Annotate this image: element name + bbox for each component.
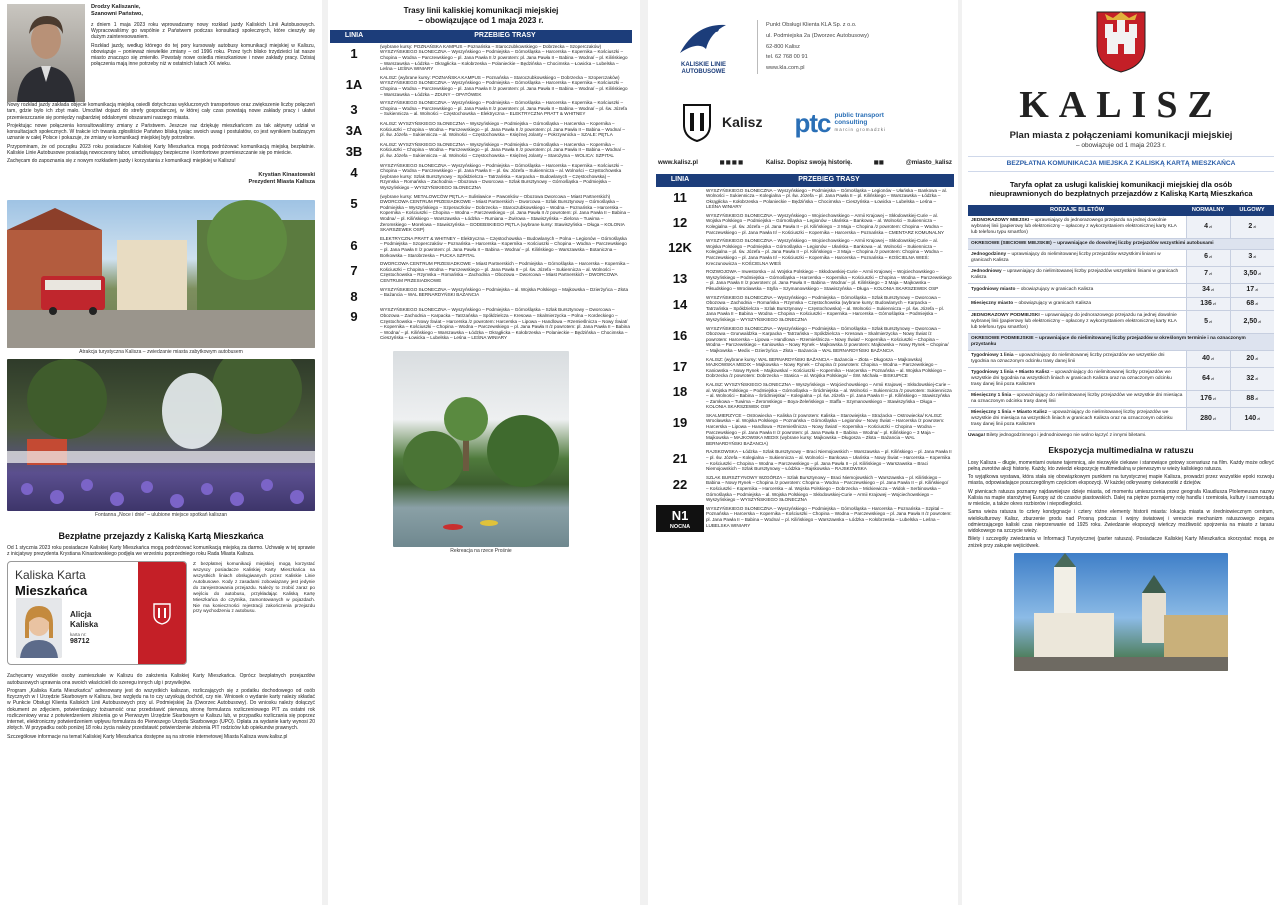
map-title: Plan miasta z połączeniami komunikacji miejskiej [1009, 129, 1233, 141]
ticket-description [968, 297, 1186, 311]
col-header-route: PRZEBIEG TRASY [704, 174, 954, 187]
kla-bird-icon [676, 19, 732, 59]
ticket-name: JEDNORAZOWY MIEJSKI [971, 217, 1030, 223]
line-number: 11 [673, 189, 687, 205]
route-description: WYSZYŃSKIEGO SŁONECZNA – Wyszyńskiego – Podmiejska – Górnośląska – Szlak Bursztynowy – Dworcowa – Obozowa – Zachodnia – Karpacka – Tatrzańska – Spółdzielcza – Kresowa – Skalmierzycka – Polna – Kordeckiego – Częstochowska – Nowy Świat – Harcerska /z powrotem: Harcerska – Lipowa – Handlowa – Rzemieślnicza – Nowy Świat/ – Kopernika – Kościuszki – Chopina – Wodna – Parczewskiego – pl. Jana Pawła II /z powrotem: pl. Jana Pawła II – Babina – Wodna/ – pl. Kilińskiego – Warszawska – Łódzka – Okrągłicka – Kołobrzeska – Polanieckie – Będzińska – Chocimska – Cieszyńska – Łowicka – Lubelska – Leśna – LEŚNA WINIARY [380, 307, 630, 341]
route-row [656, 325, 954, 356]
currency-unit: zł [1210, 286, 1214, 292]
line-number: 18 [672, 383, 688, 399]
price-reduced [1230, 391, 1274, 408]
web-bar [656, 156, 954, 170]
route-description: WYSZYŃSKIEGO SŁONECZNA – Wyszyńskiego – Wojciechowskiego – Armii Krajowej – Skłodowskiej-Curie – al. Wojska Polskiego – Podmiejska – Górnośląska – Legionów – Ułańska – Bankowa – al. Wolności – Sukiennicza – Kolegialna – pl. św. Józefa – pl. Jana Pawła II – pl. Kilińskiego – 3 Maja – Chopina /z powrotem: Chopina – Wodna – Parczewskiego – pl. Jana Pawła II/ – Kościuszki – Kopernika – Harcerska – Poznańska – CMENTARZ KOMUNALNY [706, 212, 945, 235]
address-line: 62-800 Kalisz [766, 43, 800, 50]
letter-paragraph: Nowy rozkład jazdy zakłada objęcie komunikacją miejską osiedli dotychczas wykluczonych transportowo oraz zwiększenie liczby połączeń tam, gdzie było ich zbyt mało. Umożliwi dojazd do strefy gospodarczej, w której cały czas powstają nowe zakłady pracy i ułatwi przemieszczanie się pomiędzy najbardziej oddalonymi obszarami naszego miasta. [7, 102, 315, 121]
line-number: 12K [668, 240, 692, 256]
routes-title: Trasy linii kaliskiej komunikacji miejskiej [403, 6, 559, 15]
line-number: 5 [350, 195, 358, 211]
price-value: 34 [1202, 285, 1210, 293]
photo-caption: Atrakcja turystyczna Kalisza – zwiedzanie miasta zabytkowym autobusem [79, 349, 243, 356]
route-line-number [656, 212, 704, 237]
exhibition-paragraph: W piwnicach ratusza poznamy najdawniejsze dzieje miasta, od momentu umieszczenia przez geografa Klaudiusza Ptolemeusza nazwy Kalisia na mapie starożytnej Europy aż do czasów piastowskich. Dalej na piętrze poznajemy rolę handlu i rzemiosła, kultury i samorządu w mieście, a także okres rozbiorów i niepodległości. [968, 488, 1274, 508]
city-name: KALISZ [1019, 84, 1223, 127]
route-line-number [330, 74, 378, 99]
mayor-portrait [7, 4, 85, 102]
ticket-name: Miesięczny miasto [971, 300, 1014, 306]
route-description: WYSZYŃSKIEGO SŁONECZNA – Wyszyńskiego – Podmiejska – Górnośląska – Szlak Bursztynowy – Dworcowa – Obozowa – Grunwaldzka – Karpacka – Tatrzańska – Spółdzielcza – Kresowa – Skalmierzycka – Nowy Świat /z powrotem: Harcerska – Lipowa – Handlowa – Rzemieślnicza – Nowy Świat/ – Kopernika – Kościuszki – Chopina – Wodna – Parczewskiego – Kaniowska – Nowy Rynek – Majkowska /z powrotem: Majkowska – Nowy Rynek – Chopina/ – Majkowska – Medix – Dzierżyńca – Złota – Bażancia – WAL BERNARDYŃSKI BAŻANCIA [706, 325, 949, 353]
note-text: Bilety jednogodzinnego i jednodniowego nie wolno łączyć z innymi biletami. [985, 433, 1147, 439]
route-row [656, 505, 954, 533]
letter-header [7, 4, 315, 102]
card-holder-last: Kaliska [70, 620, 99, 630]
address-line: ul. Podmiejska 2a (Dworzec Autobusowy) [766, 33, 869, 40]
ticket-desc: – uprawniający do nielimitowanej liczby przejazdów wszystkimi liniami w granicach Kalisza [971, 268, 1179, 280]
line-number: 21 [672, 451, 688, 467]
price-reduced [1230, 297, 1274, 311]
social-icons: ◼◼ [873, 159, 885, 166]
col-header-route: PRZEBIEG TRASY [378, 30, 632, 43]
ticket-desc: – uprawniający do nielimitowanej liczby przejazdów wszystkimi liniami w granicach Kalisza [971, 251, 1161, 263]
greeting-1: Drodzy Kaliszanie, [91, 4, 141, 10]
line-number: 9 [350, 309, 358, 325]
tariff-row [968, 297, 1274, 311]
price-value: 6 [1204, 253, 1208, 261]
price-value: 3,50 [1243, 270, 1258, 278]
price-value: 140 [1244, 414, 1257, 422]
letter-paragraph: Rozkład jazdy, według którego do tej pory kursowały autobusy komunikacji miejskiej w Kaliszu, obowiązuje – ponieważ niewielkie zmiany – od 1996 roku. Przez tych blisko trzydzieści lat nasze miasto znacząco się zmieniło. Powstały nowe osiedla mieszkaniowe i nowe zakłady pracy. Dzisiaj połączenia mają inne potrzeby niż w ostatnich latach XX wieku. [91, 42, 315, 68]
price-value: 280 [1200, 414, 1212, 422]
price-value: 176 [1200, 394, 1212, 402]
currency-unit: zł [1255, 355, 1259, 361]
route-line-number [656, 356, 704, 381]
line-number: 6 [350, 237, 358, 253]
exhibition-paragraph: Sama wieża ratusza to cztery kondygnacje i cztery różne elementy historii miasta: lokacja miasta w średniowiecznym centrum, wielokulturowy Kalisz, zburzenie grodu nad Prosną podczas I wojny światowej i wreszcie mechanizm ratuszowego zegara odmierzającego kaliski czas nieprzerwanie od 1925 roku. Zwiedzanie ekspozycji wieńczy możliwość spojrzenia na miasto z tarasu widokowego na szczycie wieży. [968, 509, 1274, 535]
route-line-number [656, 412, 704, 449]
photo-town-hall [1014, 553, 1228, 671]
route-line-number [656, 381, 704, 412]
currency-unit: zł [1209, 271, 1212, 277]
route-row [656, 212, 954, 237]
price-reduced [1230, 311, 1274, 334]
ticket-name: Tygodniowy 1 linia + Miasto Kalisz [971, 370, 1050, 376]
price-value: 88 [1246, 394, 1255, 402]
card-number: 98712 [70, 638, 90, 646]
line-number: 7 [350, 263, 358, 279]
letter-paragraph: Zachęcam do zapoznania się z nowym rozkładem jazdy i korzystania z komunikacji miejskiej w Kaliszu! [7, 158, 236, 164]
ticket-description [968, 351, 1186, 368]
tariff-row [968, 351, 1274, 368]
tariff-table [968, 205, 1274, 431]
ticket-name: Tygodniowy 1 linia [971, 353, 1014, 359]
letter-paragraph: z dniem 1 maja 2023 roku wprowadzamy nowy rozkład jazdy Kaliskich Linii Autobusowych. Wypracowaliśmy go wspólnie z Państwem podczas konsultacji społecznych, które cieszyły się dużym zainteresowaniem. [91, 21, 315, 41]
logo-row-2 [656, 90, 954, 156]
price-reduced [1230, 368, 1274, 391]
currency-unit: zł [1255, 395, 1259, 401]
photo-caption: Rekreacja na rzece Prośnie [450, 547, 512, 554]
exhibition-paragraph: Bilety i szczegóły zwiedzania w Informacji Turystycznej (parter ratusza). Posiadacze Kaliskiej Karty Mieszkańca skorzystać mogą ze zniżek przy zakupie wejściówek. [968, 536, 1274, 549]
route-line-number [330, 286, 378, 307]
route-description: KALISZ: (wybrane kursy: WAL BERNARDYŃSKI BAŻANCIA – Bażancia – Złota – Długosza – Majkowska) MAJKOWSKA MEDIX – Majkowska – Nowy Rynek – Chopina /z powrotem: Chopina – Wodna – Parczewskiego – Kaniowska – Nowy Rynek – Majkowska/ – Kościuszki – Kopernika – Harcerska – Poznańska – al. Wojska Polskiego – Dobrzecka /z powrotem: Dobrzecka – Stasica – al. Wojska Polskiego/ – ŚW. Michała – BISKUPICE [706, 356, 946, 379]
route-row [330, 193, 632, 235]
route-row [656, 448, 954, 473]
column-letter [0, 0, 322, 905]
free-transport-banner: BEZPŁATNA KOMUNIKACJA MIEJSKA Z KALISKĄ KARTĄ MIESZKAŃCA [968, 156, 1274, 172]
route-description: WYSZYŃSKIEGO SŁONECZNA – Wyszyńskiego – Wojciechowskiego – Armii Krajowej – Skłodowskiej-Curie – al. Wojska Polskiego – Podmiejska – Górnośląska – Legionów – Ułańska – Bankowa – al. Wolności – Sukiennicza – Kolegialna – pl. św. Józefa – pl. Jana Pawła II – pl. Kilińskiego – 3 Maja – Chopina /z powrotem: Chopina – Wodna – Parczewskiego – pl. Jana Pawła II/ – Kościuszki – Kopernika – Harcerska – Poznańska – KOŚCIELNA WIEŚ: Kreczunowicza – KOŚCIELNA WIEŚ [706, 238, 943, 266]
kalisz-logo-text: Kalisz [722, 114, 763, 131]
route-row [656, 474, 954, 505]
line-number: 22 [672, 476, 688, 492]
line-number: 13 [672, 271, 688, 287]
note-label: Uwaga! [968, 433, 986, 439]
route-line-number [656, 505, 704, 533]
price-value: 4 [1204, 222, 1208, 230]
ticket-description [968, 283, 1186, 297]
line-number: 3A [345, 122, 363, 138]
price-normal [1186, 249, 1230, 266]
route-description: ELEKTRYCZNA PRATT & WHITNEY – Elektryczna – Częstochowska – Budowlanych – Polna – Legionów – Górnośląska – Podmiejska – Szoperczaków – Poznańska – Harcerska – Kopernika – Kościuszki – Chopina – Wodna – Parczewskiego – pl. Jana Pawła II /z powrotem: pl. Jana Pawła II – Babina – Wodna/ – pl. Kilińskiego – Warszawska – Botaniczna – Borkowska – Starobrzeska – PUCKA SZPITAL [380, 235, 627, 258]
currency-unit: zł [1255, 300, 1259, 306]
ticket-name: JEDNORAZOWY PODMIEJSKI [971, 313, 1040, 319]
tariff-row [968, 216, 1274, 238]
ticket-name: Jednodniowy [971, 268, 1002, 274]
line-number: 14 [672, 296, 688, 312]
photo-fountain [7, 359, 315, 511]
customer-service-address [757, 20, 869, 73]
tariff-row [968, 391, 1274, 408]
city-crest [968, 8, 1274, 76]
line-number: 3B [345, 143, 363, 159]
route-description: WYSZYŃSKIEGO SŁONECZNA – Wyszyńskiego – Podmiejska – Górnośląska – Legionów – Ułańska – Bankowa – al. Wolności – Sukiennicza – Kolegialna – pl. św. Józefa – pl. Jana Pawła II – pl. Kilińskiego – Warszawska – Łódzka – Okrągłicka – Kołobrzeska – Polanieckie – Będzińska – Chocimska – Cieszyńska – Łowicka – Lubelska – Leśna – LEŚNA WINIARY [706, 187, 947, 210]
routes-table-2 [656, 174, 954, 533]
price-normal [1186, 266, 1230, 283]
route-row [330, 120, 632, 141]
map-valid: – obowiązuje od 1 maja 2023 r. [1076, 141, 1166, 149]
ticket-desc: – obowiązujący w granicach Kalisza [1013, 300, 1091, 306]
website-link[interactable]: www.kla.com.pl [766, 64, 805, 71]
route-description: KALISZ: WYSZYŃSKIEGO SŁONECZNA – Wyszyńskiego – Podmiejska – Górnośląska – Harcerska – Kopernika – Kościuszki – Chopina – Wodna – Parczewskiego – pl. Jana Pawła II /z powrotem: pl. Jana Pawła II – Babina – Wodna/ – pl. św. Józefa – Sukiennicza – al. Wolności – Częstochowska – Księżnej Jolanty – Pokrzywnicka – SZALE: PĘTLA [380, 120, 625, 138]
slogan: Kalisz. Dopisz swoją historię. [765, 159, 853, 166]
ticket-desc: – upoważniający do nielimitowanej liczby przejazdów we wszystkie dni tygodnia na oznaczonym odcinku trasy danej linii [971, 353, 1165, 365]
route-description: SZLAK BURSZTYNOWY WZGÓRZA – Szlak Bursztynowy – Braci Niemojowskich – Warszawska – pl. Kilińskiego – Babina – Nowy Rynek – Chopina /z powrotem: Chopina – Wodna – Parczewskiego – pl. Jana Pawła II – pl. Kilińskiego/ – Kościuszki – Kopernika – Harcerska – al. Wojska Polskiego – Dobrzecka – Mickiewicza – Widok – Serbinowska – Górnośląska – Podmiejska – al. Wojska Polskiego – Skłodowskiej-Curie – Armii Krajowej – Wojciechowskiego – Wyszyńskiego – WYSZYŃSKIEGO SŁONECZNA [706, 474, 949, 503]
price-normal [1186, 297, 1230, 311]
route-description: (wybrane kursy: METALOWCÓW PĘTLA – Sulisławice – Pawonków – Obozowa Dworcowa – Miast Partnerskich) DWORCOWA CENTRUM PRZESIADKOWE – Miast Partnerskich – Dworcowa – Szlak Bursztynowy – Górnośląska – Podmiejska – Wyszyńskiego – Szperaczków – Dobrzecka – Staroczubkowskiego – Wodna – Poznańska – Harcerska – Kopernika – Kościuszki – Chopina – Wodna – Parczewskiego – pl. Jana Pawła II /z powrotem: pl. Jana Pawła II – Babina – Wodna/ – pl. Kilińskiego – Warszawska – Łódzka – Rumiana – Żwirowa – Stawiszyńska – Zielona – Tuwima – Żeromskiego – Morelowa – Stawiszyńska – GODEBSKIEGO PĘTLA (wybrane kursy: Stawiszyńska – Długa – KOLONIA SKARSZEWEK OSP) [380, 193, 630, 233]
night-label: NOCNA [669, 523, 691, 530]
route-description: WYSZYŃSKIEGO SŁONECZNA – Wyszyńskiego – Podmiejska – Górnośląska – Harcerska – Kopernika – Kościuszki – Chopina – Wodna – Parczewskiego – pl. Jana Pawła II /z powrotem: pl. Jana Pawła II – Babina – Wodna/ – pl. św. Józefa – Sukiennicza – al. Wolności – Częstochowska – Elektryczna – ELEKTRYCZNA PRATT & WHITNEY [380, 100, 628, 117]
ticket-description [968, 311, 1186, 334]
price-reduced [1230, 408, 1274, 431]
column-routes-1 [326, 0, 636, 905]
line-number: 16 [672, 327, 688, 343]
price-value: 136 [1200, 299, 1212, 307]
route-description: KALISZ: (wybrane kursy: POZNAŃSKA KAMPUS – Poznańska – Staroczubkowskiego – Dobrzecka – Szoperczaków) WYSZYŃSKIEGO SŁONECZNA – Wyszyńskiego – Podmiejska – Górnośląska – Harcerska – Kopernika – Kościuszki – Chopina – Wodna – Parczewskiego – pl. Jana Pawła II /z powrotem: pl. Jana Pawła II – Babina – Wodna/ – pl. Kilińskiego – Warszawska – Łódzka – ZDUNY – OPATÓWEK [380, 74, 628, 97]
route-row [656, 268, 954, 293]
price-normal [1186, 408, 1230, 431]
line-number: 1 [350, 45, 358, 61]
price-value: 17 [1246, 285, 1255, 293]
price-value: 68 [1246, 299, 1255, 307]
card-number-label: karta nr: [70, 632, 87, 638]
card-section [7, 561, 315, 671]
ptc-name: marcin gromadzki [834, 127, 886, 132]
card-more-info: Szczegółowe informacje na temat Kaliskiej Karty Mieszkańca dostępne są na stronie internetowej Miasta Kalisza www.kalisz.pl [7, 733, 288, 740]
card-title-2: Mieszkańca [15, 583, 88, 599]
th-normal: NORMALNY [1186, 205, 1230, 216]
currency-unit: zł [1255, 375, 1259, 381]
route-row [656, 356, 954, 381]
currency-unit: zł [1210, 355, 1214, 361]
line-number: 8 [350, 288, 358, 304]
currency-unit: zł [1257, 415, 1261, 421]
currency-unit: zł [1212, 300, 1216, 306]
th-ticket-type: RODZAJE BILETÓW [968, 205, 1186, 216]
line-number: 12 [672, 214, 688, 230]
logo-row-1 [656, 4, 954, 90]
tariff-row [968, 266, 1274, 283]
line-number: N1 [671, 507, 689, 523]
currency-unit: zł [1212, 395, 1216, 401]
tariff-section-label: OKRESOWE PODMIEJSKIE – uprawniające do nielimitowanej liczby przejazdów w określonym terminie i na oznaczonym przystanku [968, 334, 1274, 351]
price-reduced [1230, 249, 1274, 266]
kalisz-city-crest-icon [682, 103, 712, 143]
exhibition-paragraph: To wyjątkowa wystawa, która stała się obowiązkowym punktem na turystycznej mapie Kalisza, prowadzi przez wszystkie epoki rozwoju miasta, odpowiadające poszczególnym częściom ekspozycji. W każdej odkrywamy ciekawostki z dziejów. [968, 474, 1274, 487]
line-number: 17 [672, 358, 688, 374]
free-rides-title: Bezpłatne przejazdy z Kaliską Kartą Mieszkańca [58, 530, 264, 541]
kalisz-coat-of-arms-icon [1093, 8, 1149, 74]
card-description: Z bezpłatnej komunikacji miejskiej mogą korzystać wszyscy posiadacze Kaliskiej Karty Mieszkańca na wszystkich liniach obsługiwanych przez Kaliskie Linie Autobusowe. Kody z zasadami zobowiązany jest jedynie do zarejestrowania przejazdu. Należy to zrobić zaraz po wejściu do autobusu, przykładając Kaliską Kartę Mieszkańca do czytnika, zamontowanych w pojazdach. Nie ma konieczności rejestracji zakończenia przejazdu przy wychodzeniu z autobusu. [193, 561, 315, 614]
ticket-description [968, 391, 1186, 408]
price-normal [1186, 311, 1230, 334]
route-line-number [656, 325, 704, 356]
signature-name: Krystian Kinastowski [258, 172, 315, 179]
kla-logo [656, 19, 751, 76]
exhibition-title: Ekspozycja multimedialna w ratuszu [1048, 445, 1194, 456]
price-value: 32 [1246, 374, 1255, 382]
card-encourage: Zachęcamy wszystkie osoby zamieszkałe w Kaliszu do założenia Kaliskiej Karty Mieszkańca. Oprócz bezpłatnych przejazdów autobusowych uprawnia ona swoich właścicieli do szeregu innych ulg i przywilejów. [7, 673, 315, 686]
line-number: 19 [672, 414, 688, 430]
ticket-name: Jednogodzinny [971, 251, 1007, 257]
price-value: 20 [1246, 354, 1255, 362]
route-description: WYSZYŃSKIEGO SŁONECZNA – Wyszyńskiego – Podmiejska – Górnośląska – Harcerska – Kopernika – Kościuszki – Chopina – Wodna – Parczewskiego – pl. Jana Pawła II – pl. św. Józefa – Sukiennicza – al. Wolności – Częstochowska (wybrane kursy: Szlak Bursztynowy – Spółdzielcza – Tatrzańska – Karpacka – Budowlanych – Częstochowska) – Rzymska – Romańska – Zachodnia – Obozowa – Dworcowa – Szlak Bursztynowy – Górnośląska – Podmiejska – Wyszyńskiego – WYSZYŃSKIEGO SŁONECZNA [380, 162, 624, 191]
ticket-desc: – upoważniający do nielimitowanej liczby przejazdów we wszystkie dni miesiąca na oznaczonym odcinku trasy danej linii [971, 393, 1183, 405]
ticket-description [968, 216, 1186, 238]
price-value: 7 [1204, 270, 1208, 278]
kla-name: KALISKIE LINIE AUTOBUSOWE [680, 62, 726, 75]
col-header-line: LINIA [330, 30, 378, 43]
ticket-desc: – uprawniający do jednorazowego przejazdu na jednej dowolnie wybranej linii (papierowy lub elektroniczny – opłacony z wykorzystaniem elektronicznej karty KLA lub telefonu typu smartfon) [971, 313, 1177, 331]
social-icons: ◼◼◼◼ [719, 159, 745, 166]
col-header-line: LINIA [656, 174, 704, 187]
price-normal [1186, 351, 1230, 368]
exhibition-paragraph: Losy Kalisza – długie, momentami owiane tajemnicą, ale niezwykle ciekawe i stanowiące gotowy scenariusz na film. Każdy może odkryć pełną zwrotów akcji historię. Każdy, kto zwiedzi ekspozycję multimedialną w pierwszym w wieży kaliskiego ratusza. [968, 459, 1274, 472]
route-row [330, 306, 632, 343]
tariff-row [968, 408, 1274, 431]
route-row [330, 99, 632, 120]
route-line-number [656, 237, 704, 268]
social-handle: @miasto_kalisz [905, 159, 952, 166]
route-description: WYSZYŃSKIEGO SŁONECZNA – Wyszyńskiego – Podmiejska – Górnośląska – Harcerska – Poznańska – Szpital – Poznańska – Harcerska – Kopernika – Kościuszki – Chopina – Wodna – Parczewskiego – pl. Jana Pawła II /z powrotem: pl. Jana Pawła II – Babina – Wodna/ – pl. Kilińskiego – Warszawska – Łódzka – Kołobrzeska – Lubelska – Leśna – LUBELSKA WINIARY [706, 505, 952, 528]
price-normal [1186, 283, 1230, 297]
price-reduced [1230, 283, 1274, 297]
currency-unit: zł [1258, 271, 1261, 277]
price-reduced [1230, 266, 1274, 283]
route-description: KALISZ: WYSZYŃSKIEGO SŁONECZNA – Wyszyńskiego – Podmiejska – Górnośląska – Harcerska – Kopernika – Kościuszki – Chopina – Wodna – Parczewskiego – pl. Jana Pawła II /z powrotem: pl. Jana Pawła II – Babina – Wodna/ – pl. św. Józefa – Sukiennicza – al. Wolności – Częstochowska – Księżnej Jolanty – Starożytna – WOLICA: SZPITAL [380, 141, 625, 158]
line-number: 1A [345, 76, 363, 92]
ticket-name: Miesięczny 1 linia + Miasto Kalisz [971, 410, 1048, 416]
route-row [330, 162, 632, 193]
tariff-note [968, 433, 1274, 439]
ptc-logo [794, 107, 896, 140]
photo-river-recreation [393, 351, 569, 547]
route-line-number [330, 235, 378, 260]
card-title-1: Kaliska Karta [15, 568, 86, 583]
route-line-number [656, 268, 704, 293]
ticket-desc: – upoważniający do nielimitowanej liczby przejazdów we wszystkie dni miesiąca na wszystkich liniach w granicach Kalisza oraz na oznaczonym odcinku trasy danej linii poza Kaliszem [971, 410, 1173, 428]
photo-caption: Fontanna „Noce i dnie” – ulubione miejsce spotkań kaliszan [94, 512, 228, 519]
ptc-subtitle: public transport consulting [834, 112, 884, 127]
th-reduced: ULGOWY [1230, 205, 1274, 216]
routes-subtitle: – obowiązujące od 1 maja 2023 r. [418, 16, 544, 25]
route-row [330, 43, 632, 74]
currency-unit: zł [1212, 415, 1216, 421]
ticket-name: Miesięczny 1 linia [971, 393, 1012, 399]
card-holder-first: Alicja [70, 610, 92, 620]
tariff-section [968, 238, 1274, 249]
card-red-stripe [138, 562, 186, 665]
route-line-number [656, 187, 704, 212]
greeting-2: Szanowni Państwo, [91, 10, 143, 17]
price-value: 2,50 [1243, 317, 1258, 325]
line-number: 3 [350, 102, 358, 118]
price-reduced [1230, 216, 1274, 238]
route-description: WYSZYŃSKIEGO SŁONECZNA – Wyszyńskiego – Podmiejska – al. Wojska Polskiego – Majkowska – Dzierżyńca – Złota – Bażancia – WAL BERNARDYŃSKI BAŻANCIA [380, 286, 629, 298]
address-line: Punkt Obsługi Klienta KLA Sp. z o.o. [766, 22, 857, 29]
route-row [656, 381, 954, 412]
route-description: (wybrane kursy: POZNAŃSKA KAMPUS – Poznańska – Staroczubkowskiego – Dobrzecka – Szoperczaków) WYSZYŃSKIEGO SŁONECZNA – Wyszyńskiego – Podmiejska – Górnośląska – Harcerska – Kopernika – Kościuszki – Chopina – Wodna – Parczewskiego – pl. Jana Pawła II /z powrotem: pl. Jana Pawła II – Babina – Wodna/ – pl. Kilińskiego – Warszawska – Łódzka – Okrągłicka – Kołobrzeska – Polanieckie – Będzińska – Chocimska – Łowicka – Lubelska – Leśna – LEŚNA WINIARY [380, 43, 628, 72]
route-row [330, 286, 632, 307]
price-value: 40 [1202, 354, 1210, 362]
route-line-number [656, 294, 704, 325]
currency-unit: zł [1209, 254, 1212, 260]
route-description: SKALMIERZYCE – Ostrowiecka – Kaliska /z powrotem: Kaliska – Starowiejska – Strażacka – Ostrowiecka/ KALISZ: Wrocławska – al. Wojska Polskiego – Poznańska – Górnośląska – Legionów – Nowy Świat – Harcerska /z powrotem: Harcerska – Lipowa – Handlowa – Rzemieślnicza – Nowy Świat/ – Kopernika – Kościuszki – Chopina – Wodna – Parczewskiego – pl. Jana Pawła II /z powrotem: pl. Jana Pawła II – Babina – Wodna/ – pl. Kilińskiego – 3 Maja – Majkowska – MAJKOWSKA MEDIX (wybrane kursy: Majkowska – Długosza – Złota – Bażancia – WAL BERNARDYŃSKI BAŻANCIA) [706, 412, 945, 446]
route-line-number [330, 99, 378, 120]
tariff-row [968, 311, 1274, 334]
price-normal [1186, 391, 1230, 408]
tariff-section [968, 334, 1274, 351]
route-row [330, 235, 632, 260]
route-row [656, 187, 954, 212]
card-photo [16, 598, 62, 658]
currency-unit: zł [1253, 254, 1257, 260]
tariff-row [968, 368, 1274, 391]
ticket-desc: – upoważniający do nielimitowanej liczby przejazdów we wszystkie dni tygodnia na wszystkich liniach w granicach Kalisza oraz na oznaczonym odcinku trasy danej linii poza Kaliszem [971, 370, 1172, 388]
column-routes-2 [652, 0, 958, 905]
price-reduced [1230, 351, 1274, 368]
route-row [330, 141, 632, 162]
route-row [330, 74, 632, 99]
route-line-number [330, 120, 378, 141]
price-value: 5 [1204, 317, 1208, 325]
route-line-number [330, 260, 378, 285]
currency-unit: zł [1210, 375, 1214, 381]
route-row [656, 412, 954, 449]
route-line-number [330, 43, 378, 74]
currency-unit: zł [1258, 318, 1261, 324]
ticket-desc: – obowiązujący w granicach Kalisza [1015, 287, 1094, 293]
ticket-description [968, 249, 1186, 266]
price-value: 3 [1248, 253, 1253, 261]
card-program: Program „Kaliska Karta Mieszkańca” adresowany jest do wszystkich kaliszan, rozliczających się z podatku dochodowego od osób fizycznych w I Urzędzie Skarbowym w Kaliszu, bez względu na to czy uzyskują dochód, czy nie. Wniosek o wydanie karty należy składać w Punkcie Obsługi Klienta Kaliskich Linii Autobusowych przy ul. Podmiejskiej 2a (Dworzec Autobusowy). Do wniosku należy dołączyć dokument ze zdjęciem, potwierdzający tożsamość oraz przedstawić pierwszą stronę formularza rozliczeniowego PIT za ostatni rok rozliczeniowy wraz z potwierdzeniem złożenia go w Pierwszym Urzędzie Skarbowym w Kaliszu lub, w przypadku rozliczania się poprzez internet, elektroniczny potwierdzeniem wpływu formularza do Pierwszego Urzędu Skarbowego (UPO). Opłata za wydanie karty wynosi 20 złotych. W przypadku osób poniżej 18 roku życia należy przedstawić potwierdzenie złożenia PIT rodziców lub opiekunów prawnych. [7, 687, 315, 732]
currency-unit: zł [1253, 223, 1257, 229]
price-normal [1186, 368, 1230, 391]
route-line-number [656, 474, 704, 505]
route-description: WYSZYŃSKIEGO SŁONECZNA – Wyszyńskiego – Podmiejska – Górnośląska – Szlak Bursztynowy – Dworcowa – Obozowa – Zachodnia – Romańska – Rzymska – Częstochowska (wybrane kursy: Budowlanych – Karpacka – Tatrzańska – Spółdzielcza – Szlak Bursztynowy – Częstochowska) – al. Wolności – Sukiennicza – pl. św. Józefa – pl. Jana Pawła II – Babina – Wodna – Chopina – Kościuszki – Kopernika – Harcerska – Górnośląska – Podmiejska – Wyszyńskiego – WYSZYŃSKIEGO SŁONECZNA [706, 294, 944, 322]
route-line-number [330, 141, 378, 162]
ticket-description [968, 408, 1186, 431]
photo-tourist-bus [7, 200, 315, 348]
phone: tel. 62 768 00 91 [766, 54, 808, 61]
route-row [330, 260, 632, 285]
route-description: RAJSKOWSKA – Łódzka – Szlak Bursztynowy – Braci Niemojowskich – Warszawska – pl. Kilińskiego – pl. Jana Pawła II – pl. św. Józefa – Kolegialna – Sukiennicza – al. Wolności – Bankowa – Ułańska – Nowy Świat – Harcerska – Kopernika – Kościuszki – Chopina – Wodna – Parczewskiego – pl. Jana Pawła II – pl. Kilińskiego – Warszawska – Braci Niemojowskich – Szlak Bursztynowy – Łódzka – Rajskowska – RAJSKOWSKA [706, 449, 952, 472]
tariff-section-label: OKRESOWE (SIECIOWE MIEJSKIE) – uprawniające do dowolnej liczby przejazdów wszystkimi autobusami [968, 238, 1274, 249]
tariff-title: Taryfa opłat za usługi kaliskiej komunikacji miejskiej dla osób nieuprawnionych do bezpłatnych przejazdów z Kaliską Kartą Mieszkańca [989, 179, 1253, 199]
price-normal [1186, 216, 1230, 238]
currency-unit: zł [1209, 223, 1212, 229]
free-rides-text: Od 1 stycznia 2023 roku posiadacze Kaliskiej Karty Mieszkańca mogą podróżować komunikacją miejską za darmo. Uchwałę w tej sprawie z inicjatywy prezydenta Krystiana Kinastowskiego podjęła we wrześniu poprzedniego roku Rada Miasta Kalisza. [7, 544, 315, 558]
column-city [962, 0, 1280, 905]
resident-card [7, 561, 187, 665]
route-line-number [330, 162, 378, 193]
kalisz-website[interactable]: www.kalisz.pl [658, 159, 699, 166]
routes-table-1 [330, 30, 632, 343]
letter-paragraph: Przypominam, że od początku 2023 roku posiadacze Kaliskiej Karty Mieszkańca mogą podróżować komunikacją miejską bezpłatnie. Kaliskie Linie Autobusowe posiadają nowoczesny tabor, umożliwiający bezpieczne i komfortowe przemieszczanie się po mieście. [7, 143, 315, 156]
ticket-description [968, 266, 1186, 283]
route-line-number [656, 448, 704, 473]
ticket-description [968, 368, 1186, 391]
currency-unit: zł [1209, 318, 1212, 324]
route-line-number [330, 193, 378, 235]
line-number: 4 [350, 164, 358, 180]
signature-title: Prezydent Miasta Kalisza [248, 179, 315, 186]
tariff-row [968, 249, 1274, 266]
ptc-logo-text: ptc [794, 107, 831, 138]
ticket-desc: – uprawniający do jednorazowego przejazdu na jednej dowolnie wybranej linii (papierowy lub elektroniczny – opłacony z wykorzystaniem elektronicznej karty KLA lub telefonu typu smartfon) [971, 217, 1177, 235]
kalisz-crest-icon [153, 603, 171, 625]
ticket-name: Tygodniowy miasto [971, 287, 1016, 293]
route-row [656, 237, 954, 268]
letter-paragraph: Projektując nowe połączenia konsultowaliśmy zmiany z Państwem. Jeszcze raz dziękuję mieszkańcom za tak aktywny udział w konsultacjach społecznych. W trakcie ich trwania zgłosiliście Państwo bliską tysiąc swoich uwag i postulatów, co jest wynikiem budzącym uznanie w całej Polsce i pokazuje, że zmiany w komunikacji miejskiej były potrzebne. [7, 122, 315, 142]
price-value: 64 [1202, 374, 1210, 382]
price-value: 2 [1248, 222, 1253, 230]
route-row [656, 294, 954, 325]
route-line-number [330, 306, 378, 343]
route-description: KALISZ: WYSZYŃSKIEGO SŁONECZNA – Wyszyńskiego – Wojciechowskiego – Armii Krajowej – Skłodowskiej-Curie – al. Wojska Polskiego – Podmiejska – Górnośląska – Śródmiejska – al. Wolności – Sukiennicza /z powrotem: Sukiennicza – al. Wolności – Babina – Śródmiejska/ – Kolegialna – pl. św. Józefa – pl. Jana Pawła II – pl. Kilińskiego – Stawiszyńska – Zamkowa – Tuwima – Żeromskiego – Boya-Żeleńskiego – Staffa – Szymanowskiego – Stawiszyńska – Długa – KOLONIA SKARSZEWEK OSP [706, 381, 952, 410]
currency-unit: zł [1255, 286, 1259, 292]
tariff-row [968, 283, 1274, 297]
route-description: ROZWOJOWA – Inwestorska – al. Wojska Polskiego – Skłodowskiej-Curie – Armii Krajowej – Wojciechowskiego – Wyszyńskiego – Podmiejska – Górnośląska – Harcerska – Kopernika – Kościuszki – Chopina – Wodna – Parczewskiego – pl. Jana Pawła II /z powrotem: pl. Jana Pawła II – Babina – Wodna/ – pl. Kilińskiego – 3 Maja – Majkowska – Piłsudskiego – Wrocławska – Stylla – Szymanowskiego – Stawiszyńska – Długa – KOLONIA SKARSZEWEK OSP [706, 269, 952, 291]
route-description: DWORCOWA CENTRUM PRZESIADKOWE – Miast Partnerskich – Podmiejska – Górnośląska – Harcerska – Kopernika – Kościuszki – Chopina – Wodna – Parczewskiego – pl. Jana Pawła II – pl. św. Józefa – Sukiennicza – al. Wolności – Częstochowska – Rzymska – Romańska – Zachodnia – Obozowa – Dworcowa – Miast Partnerskich – DWORCOWA CENTRUM PRZESIADKOWE [380, 261, 630, 283]
